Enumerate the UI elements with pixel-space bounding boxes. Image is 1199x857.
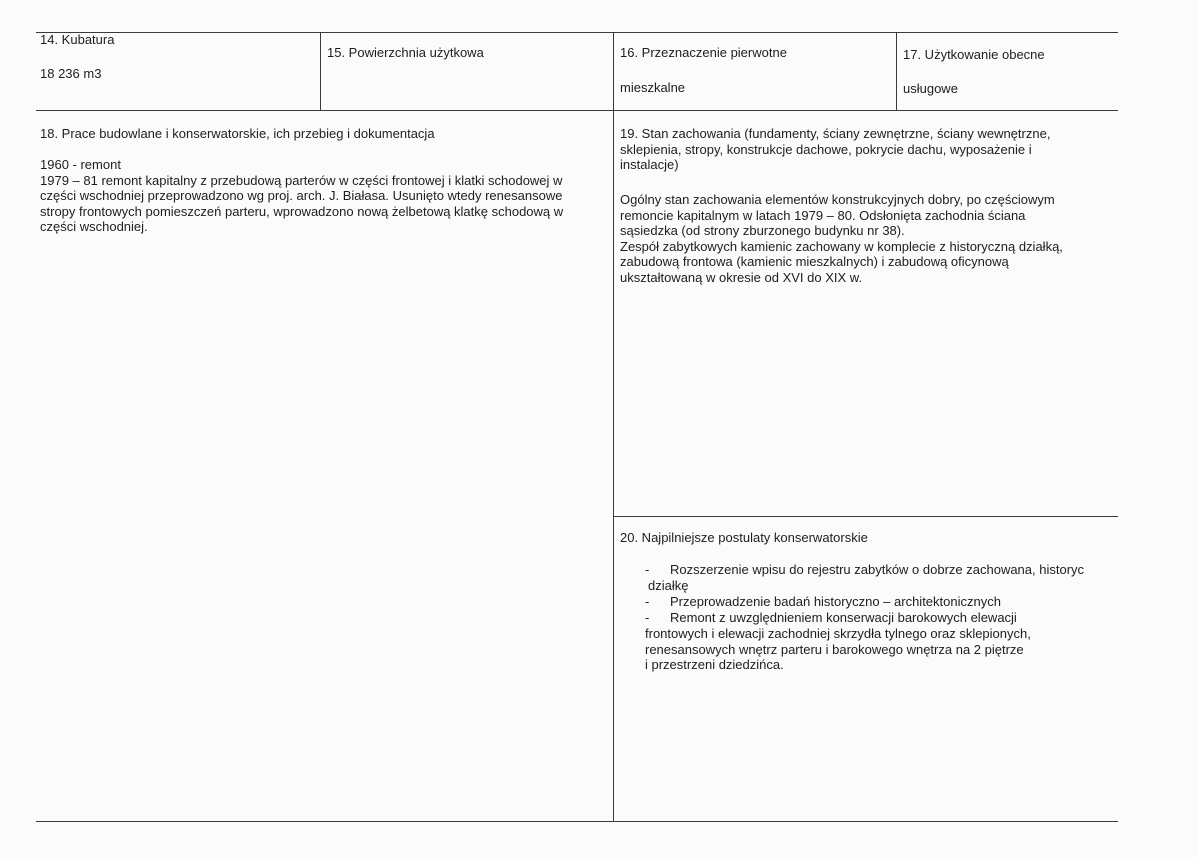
section-19-line: zabudową frontowa (kamienic mieszkalnych) i zabudową oficynową — [620, 254, 1009, 270]
field-17-value: usługowe — [903, 81, 958, 96]
section-20-divider — [613, 516, 1118, 517]
section-19-line: remoncie kapitalnym w latach 1979 – 80. Odsłonięta zachodnia ściana — [620, 207, 1026, 223]
section-19-line: Zespół zabytkowych kamienic zachowany w komplecie z historyczną działką, — [620, 238, 1063, 254]
section-19-label-line: 19. Stan zachowania (fundamenty, ściany zewnętrzne, ściany wewnętrzne, — [620, 126, 1051, 141]
section-19-label-line: instalacje) — [620, 157, 679, 173]
field-15-label: 15. Powierzchnia użytkowa — [327, 45, 484, 60]
section-19-line: sąsiedzka (od strony zburzonego budynku nr 38). — [620, 223, 905, 239]
postulat-continuation: działkę — [648, 578, 689, 593]
main-column-divider — [613, 32, 614, 821]
field-16-label: 16. Przeznaczenie pierwotne — [620, 45, 787, 60]
postulat-item-3: Remont z uwzględnieniem konserwacji barokowych elewacji — [670, 610, 1017, 625]
section-19-body — [620, 192, 1063, 286]
postulat-item-2: Przeprowadzenie badań historyczno – architektonicznych — [670, 594, 1001, 609]
postulat-item-1: Rozszerzenie wpisu do rejestru zabytków o dobrze zachowana, historyc — [670, 562, 1085, 577]
bullet-dash: - — [645, 562, 650, 577]
section-18-line: 1960 - remont — [40, 157, 121, 172]
divider-14-15 — [320, 32, 321, 110]
section-19-line: ukształtowaną w okresie od XVI do XIX w. — [620, 269, 863, 285]
divider-16-17 — [896, 32, 897, 110]
section-18-label: 18. Prace budowlane i konserwatorskie, ich przebieg i dokumentacja — [40, 126, 435, 141]
postulat-continuation-line: frontowych i elewacji zachodniej skrzydła tylnego oraz sklepionych, — [645, 626, 1031, 641]
bullet-dash: - — [645, 610, 650, 625]
section-19-line: Ogólny stan zachowania elementów konstrukcyjnych dobry, po częściowym — [620, 192, 1055, 207]
section-20-label: 20. Najpilniejsze postulaty konserwatorskie — [620, 530, 868, 545]
section-18-line: części wschodniej. — [40, 219, 148, 235]
header-row-divider — [36, 110, 1118, 111]
section-18-line: 1979 – 81 remont kapitalny z przebudową parterów w części frontowej i klatki schodowej w — [40, 172, 563, 188]
field-16-value: mieszkalne — [620, 80, 686, 95]
bullet-dash: - — [645, 594, 650, 609]
bottom-border — [36, 821, 1118, 822]
section-19-label — [620, 126, 1050, 173]
section-18-line: stropy frontowych pomieszczeń parteru, wprowadzono nową żelbetową klatkę schodową w — [40, 203, 564, 219]
postulat-item-3-continuation — [645, 626, 1031, 673]
field-14-label: 14. Kubatura — [40, 32, 115, 47]
postulat-continuation-line: i przestrzeni dziedzińca. — [645, 657, 784, 673]
section-18-line: części wschodniej przeprowadzono wg proj. arch. J. Białasa. Usunięto wtedy renesansowe — [40, 188, 563, 204]
field-14-value: 18 236 m3 — [40, 66, 102, 81]
postulat-continuation-line: renesansowych wnętrz parteru i barokowego wnętrza na 2 piętrze — [645, 641, 1024, 657]
field-17-label: 17. Użytkowanie obecne — [903, 47, 1045, 62]
section-19-label-line: sklepienia, stropy, konstrukcje dachowe, pokrycie dachu, wyposażenie i — [620, 141, 1032, 157]
top-border — [36, 32, 1118, 33]
section-18-body — [40, 157, 563, 235]
